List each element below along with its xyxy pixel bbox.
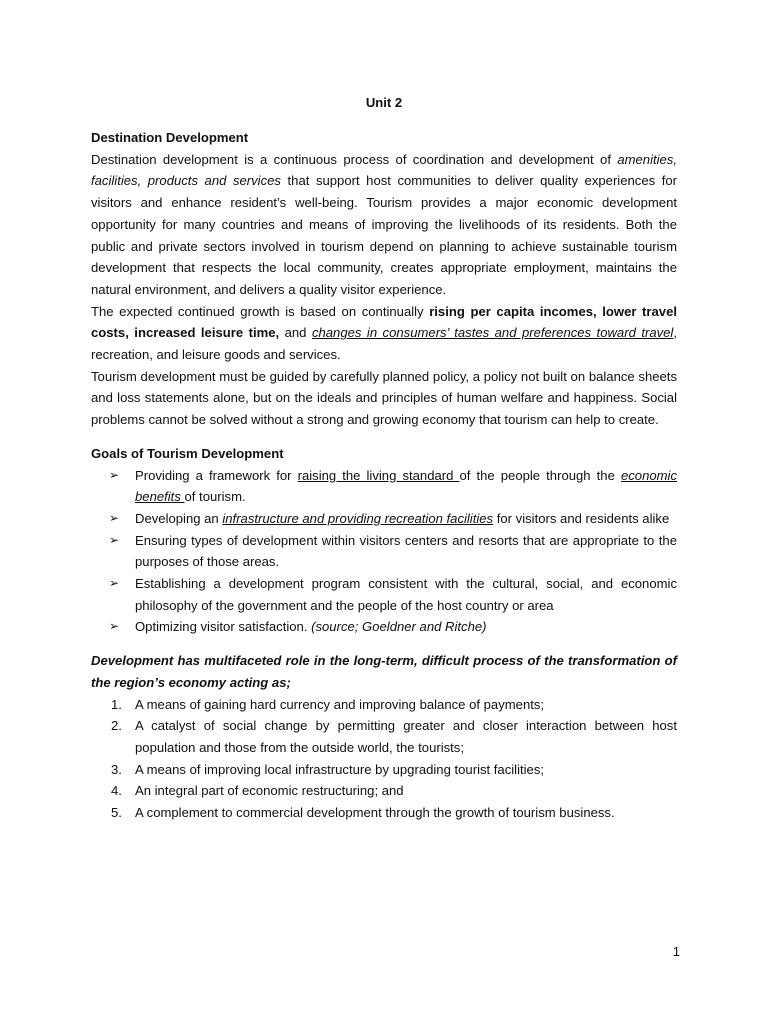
paragraph-italic-text: amenities, facilities, products and services [91, 151, 677, 189]
paragraph-bold-text: rising per capita incomes, lower travel costs, increased leisure time, [91, 303, 677, 341]
goals-list-item [91, 508, 677, 530]
goal-italic-underline-text: infrastructure and providing recreation facilities [222, 510, 494, 526]
page-number: 1 [672, 944, 680, 959]
arrow-bullet-icon: ➢ [109, 576, 120, 591]
list-number: 2. [111, 718, 122, 734]
goals-list-item [91, 616, 677, 638]
roles-list-item [91, 759, 677, 781]
arrow-bullet-icon: ➢ [109, 510, 120, 525]
goals-list [91, 465, 677, 639]
paragraph-text: The expected continued growth is based on continually [91, 303, 430, 319]
goals-list-item [91, 573, 677, 616]
arrow-bullet-icon: ➢ [109, 532, 120, 547]
goal-text: Providing a framework for [135, 467, 298, 483]
role-text: An integral part of economic restructuring; and [135, 783, 404, 799]
list-number: 5. [111, 805, 122, 821]
list-number: 3. [111, 761, 122, 777]
role-text: A means of improving local infrastructure by upgrading tourist facilities; [135, 761, 545, 777]
goal-text: for visitors and residents alike [493, 510, 670, 526]
goals-list-item [91, 530, 677, 573]
roles-list-item [91, 780, 677, 802]
goals-list-item [91, 465, 677, 508]
destination-paragraph-2 [91, 301, 677, 366]
paragraph-italic-underline-text: changes in consumers’ tastes and preferences toward travel [311, 325, 674, 341]
goal-underlined-text: raising the living standard [297, 467, 460, 483]
role-text: A complement to commercial development through the growth of tourism business. [135, 805, 615, 821]
roles-list-item [91, 715, 677, 758]
list-number: 4. [111, 783, 122, 799]
goal-text: Developing an [135, 510, 223, 526]
destination-paragraph-3: Tourism development must be guided by carefully planned policy, a policy not built on balance sheets and loss statements alone, but on the ideals and principles of human welfare and happiness. Social problems cannot be solved without a strong and growing economy that tourism can help to create. [91, 368, 677, 428]
goal-italic-underline-text: economic benefits [135, 467, 677, 505]
destination-development-heading: Destination Development [91, 130, 249, 145]
paragraph-text: that support host communities to deliver quality experiences for visitors and enhance resident’s well-being. Tourism provides a major economic development opportunity for many countries and means of improving the livelihoods of its residents. Both the public and private sectors involved in tourism depend on planning to achieve sustainable tourism development that respects the local community, creates appropriate employment, maintains the natural environment, and delivers a quality visitor experience. [91, 173, 677, 297]
role-text: A means of gaining hard currency and improving balance of payments; [135, 696, 545, 712]
document-body [91, 127, 677, 824]
goal-text: Establishing a development program consistent with the cultural, social, and economic philosophy of the government and the people of the host country or area [135, 576, 677, 613]
roles-list [91, 694, 677, 824]
goal-text: Ensuring types of development within visitors centers and resorts that are appropriate to the purposes of those areas. [135, 532, 677, 570]
role-text: A catalyst of social change by permitting greater and closer interaction between host population and those from the outside world, the tourists; [135, 718, 677, 755]
paragraph-text: Destination development is a continuous process of coordination and development of [91, 151, 618, 167]
roles-heading: Development has multifaceted role in the long-term, difficult process of the transformation of the region’s economy acting as; [91, 653, 677, 690]
goal-text: Optimizing visitor satisfaction. [135, 619, 312, 635]
spacer [91, 431, 677, 443]
unit-title: Unit 2 [365, 95, 403, 110]
paragraph-text: and [279, 325, 312, 341]
list-number: 1. [111, 696, 122, 712]
arrow-bullet-icon: ➢ [109, 619, 120, 634]
spacer [91, 638, 677, 650]
roles-list-item [91, 802, 677, 824]
goals-heading: Goals of Tourism Development [91, 445, 284, 461]
goal-text: of tourism. [184, 489, 246, 505]
goal-source-citation: (source; Goeldner and Ritche) [311, 619, 487, 635]
roles-list-item [91, 694, 677, 716]
arrow-bullet-icon: ➢ [109, 467, 120, 482]
goal-text: of the people through the [459, 467, 621, 483]
destination-paragraph-1 [91, 149, 677, 301]
paragraph-text: , recreation, and leisure goods and services. [91, 325, 677, 363]
